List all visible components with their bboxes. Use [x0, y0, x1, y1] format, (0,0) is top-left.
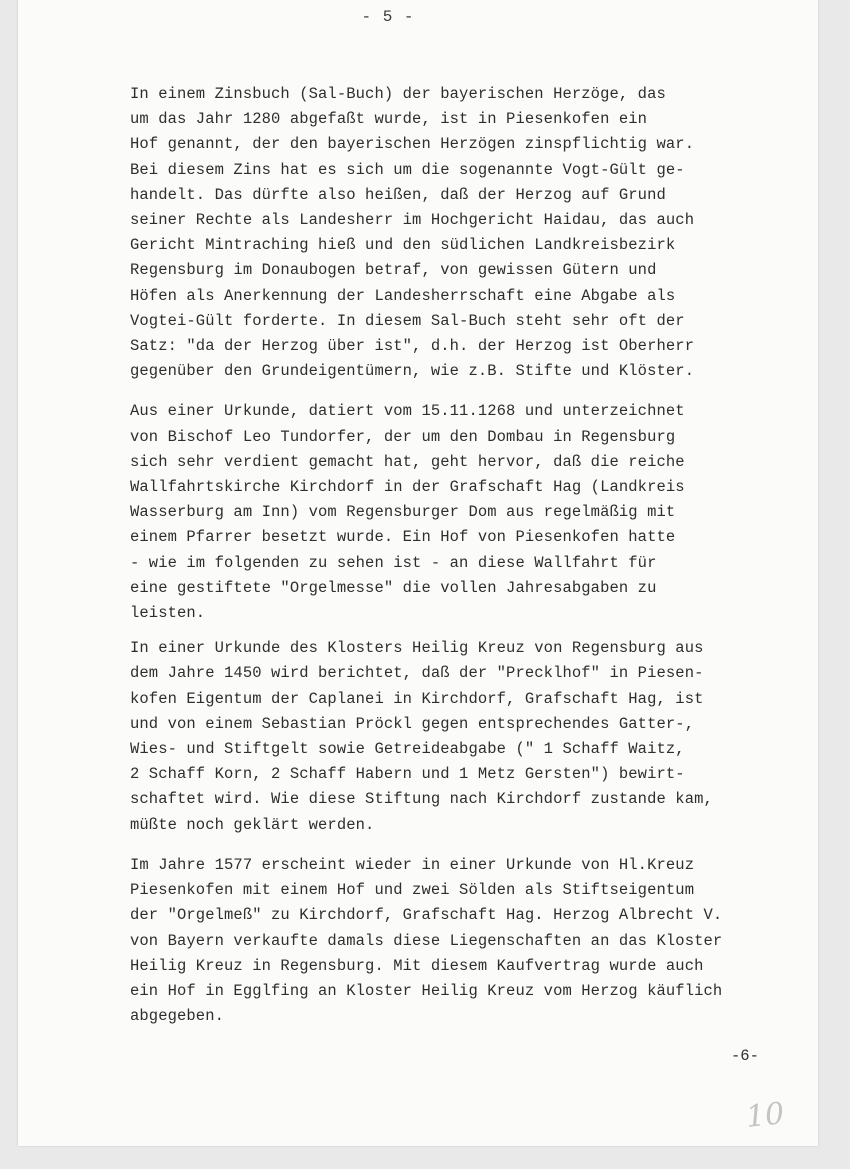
text-line: Regensburg im Donaubogen betraf, von gewissen Gütern und — [130, 261, 657, 280]
text-line: von Bischof Leo Tundorfer, der um den Dombau in Regensburg — [130, 427, 676, 446]
text-line: Bei diesem Zins hat es sich um die sogenannte Vogt-Gült ge- — [130, 160, 685, 179]
text-line: Hof genannt, der den bayerischen Herzögen zinspflichtig war. — [130, 135, 695, 154]
text-line: sich sehr verdient gemacht hat, geht hervor, daß die reiche — [130, 452, 685, 471]
text-line: von Bayern verkaufte damals diese Liegenschaften an das Kloster — [130, 931, 723, 950]
text-line: Piesenkofen mit einem Hof und zwei Sölden als Stiftseigentum — [130, 881, 695, 900]
document-page — [18, 0, 818, 1146]
text-line: leisten. — [130, 604, 206, 623]
text-line: Im Jahre 1577 erscheint wieder in einer Urkunde von Hl.Kreuz — [130, 855, 695, 874]
text-line: seiner Rechte als Landesherr im Hochgericht Haidau, das auch — [130, 211, 695, 230]
text-line: dem Jahre 1450 wird berichtet, daß der "Precklhof" in Piesen- — [130, 664, 704, 683]
next-page-marker: -6- — [731, 1047, 759, 1065]
text-line: Wies- und Stiftgelt sowie Getreideabgabe (" 1 Schaff Waitz, — [130, 740, 685, 759]
text-line: schaftet wird. Wie diese Stiftung nach Kirchdorf zustande kam, — [130, 790, 713, 809]
text-line: gegenüber den Grundeigentümern, wie z.B. Stifte und Klöster. — [130, 362, 695, 381]
text-line: 2 Schaff Korn, 2 Schaff Habern und 1 Metz Gersten") bewirt- — [130, 765, 685, 784]
text-line: abgegeben. — [130, 1007, 225, 1026]
paragraph-4 — [130, 853, 810, 1029]
text-line: müßte noch geklärt werden. — [130, 815, 375, 834]
text-line: - wie im folgenden zu sehen ist - an diese Wallfahrt für — [130, 553, 657, 572]
paragraph-1 — [130, 82, 810, 384]
text-line: Vogtei-Gült forderte. In diesem Sal-Buch steht sehr oft der — [130, 311, 685, 330]
text-line: um das Jahr 1280 abgefaßt wurde, ist in Piesenkofen ein — [130, 110, 648, 129]
text-line: der "Orgelmeß" zu Kirchdorf, Grafschaft Hag. Herzog Albrecht V. — [130, 906, 723, 925]
text-line: In einem Zinsbuch (Sal-Buch) der bayerischen Herzöge, das — [130, 85, 666, 103]
text-line: Aus einer Urkunde, datiert vom 15.11.1268 und unterzeichnet — [130, 402, 685, 421]
paragraph-3 — [130, 636, 810, 838]
text-line: einem Pfarrer besetzt wurde. Ein Hof von Piesenkofen hatte — [130, 528, 676, 547]
text-line: Wallfahrtskirche Kirchdorf in der Grafschaft Hag (Landkreis — [130, 478, 685, 497]
text-line: handelt. Das dürfte also heißen, daß der Herzog auf Grund — [130, 185, 666, 204]
paragraph-2 — [130, 399, 810, 626]
text-line: kofen Eigentum der Caplanei in Kirchdorf, Grafschaft Hag, ist — [130, 689, 704, 708]
document-body — [130, 82, 810, 1029]
text-line: ein Hof in Egglfing an Kloster Heilig Kreuz vom Herzog käuflich — [130, 981, 723, 1000]
text-line: Gericht Mintraching hieß und den südlichen Landkreisbezirk — [130, 236, 676, 255]
text-line: Heilig Kreuz in Regensburg. Mit diesem Kaufvertrag wurde auch — [130, 956, 704, 975]
text-line: Höfen als Anerkennung der Landesherrschaft eine Abgabe als — [130, 286, 676, 305]
page-number: - 5 - — [361, 8, 415, 26]
text-line: Satz: "da der Herzog über ist", d.h. der Herzog ist Oberherr — [130, 337, 695, 356]
archive-page-mark: 10 — [744, 1096, 786, 1135]
text-line: und von einem Sebastian Pröckl gegen entsprechendes Gatter-, — [130, 714, 695, 733]
text-line: Wasserburg am Inn) vom Regensburger Dom aus regelmäßig mit — [130, 503, 676, 522]
text-line: In einer Urkunde des Klosters Heilig Kreuz von Regensburg aus — [130, 639, 704, 658]
text-line: eine gestiftete "Orgelmesse" die vollen Jahresabgaben zu — [130, 578, 657, 597]
